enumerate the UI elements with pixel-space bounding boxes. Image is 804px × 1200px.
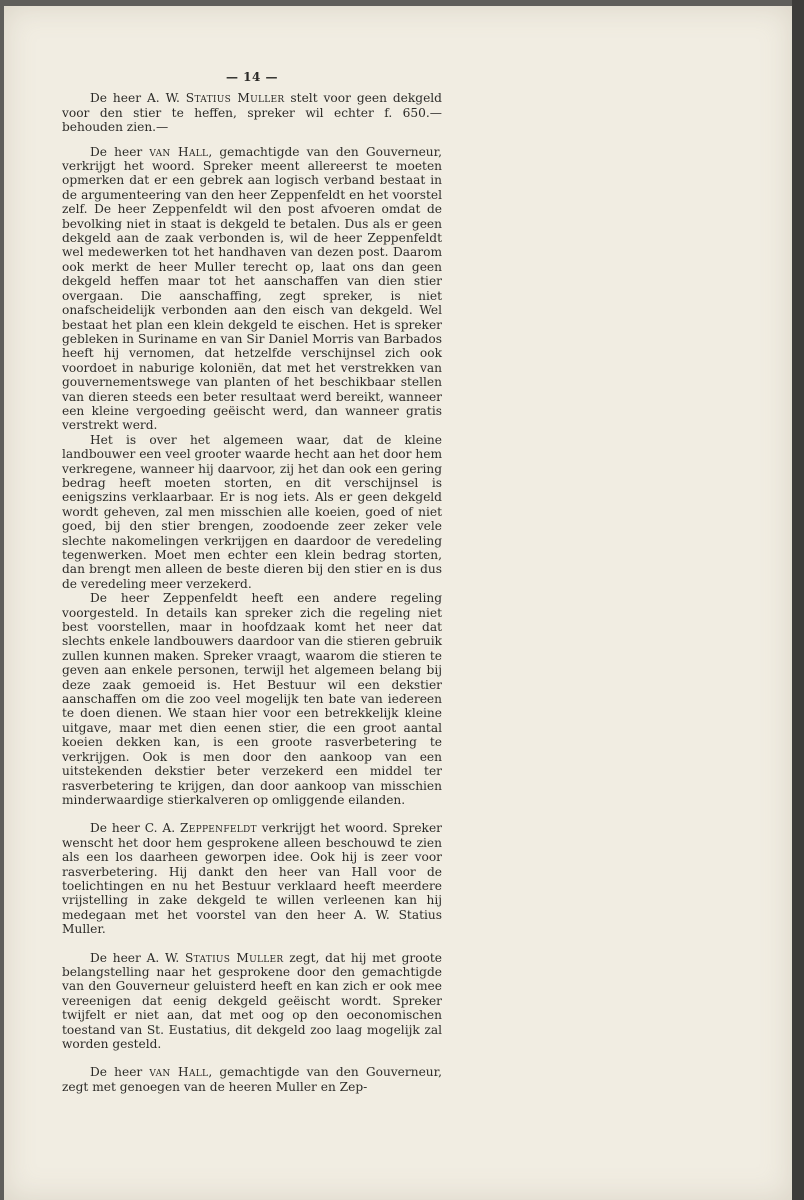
- paragraph-zeppenfeldt: [62, 821, 442, 936]
- para-pre: De heer C. A.: [90, 821, 180, 836]
- paragraph-van-hall-1: [62, 145, 442, 433]
- speaker-name: Statius Muller: [185, 91, 285, 106]
- speaker-name: Statius Muller: [185, 950, 284, 965]
- text-column: [62, 70, 442, 1094]
- paragraph-regeling: [62, 591, 442, 807]
- para-pre: De heer A. W.: [90, 950, 185, 965]
- para-pre: De heer: [90, 1065, 150, 1080]
- paragraph-landbouwer: [62, 433, 442, 591]
- para-body: , gemachtigde van den Gouverneur, zegt met genoegen van de heeren Muller en Zep-: [62, 1065, 442, 1094]
- paragraph-statius-muller-1: [62, 91, 442, 134]
- para-body: Het is over het algemeen waar, dat de kleine landbouwer een veel grooter waarde hecht aan het door hem verkregene, wanneer hij daarvoor, zij het dan ook een gering bedrag heeft moeten storten, en dit verschijnsel is eenigszins verklaarbaar. Er is nog iets. Als er geen dekgeld wordt geheven, zal men misschien alle koeien, goed of niet goed, bij den stier brengen, zoodoende zeer zeker vele slechte nakomelingen verkrijgen en daardoor de veredeling tegenwerken. Moet men echter een klein bedrag storten, dan brengt men alleen de beste dieren bij den stier en is dus de veredeling meer verzekerd.: [62, 432, 442, 591]
- para-body: verkrijgt het woord. Spreker wenscht het door hem gesprokene alleen beschouwd te zien als een los daarheen geworpen idee. Ook hij is zeer voor rasverbetering. Hij dankt den heer van Hall voor de toelichtingen en nu het Bestuur verklaard heeft meerdere vrijstelling in zake dekgeld te willen verleenen kan hij medegaan met het voorstel van den heer A. W. Statius Muller.: [62, 821, 442, 937]
- para-pre: De heer: [90, 144, 150, 159]
- speaker-name: van Hall: [149, 144, 209, 159]
- para-body: De heer Zeppenfeldt heeft een andere regeling voorgesteld. In details kan spreker zich die regeling niet best voorstellen, maar in hoofdzaak komt het neer dat slechts enkele landbouwers daardoor van die stieren gebruik zullen kunnen maken. Spreker vraagt, waarom die stieren te geven aan enkele personen, terwijl het algemeen belang bij deze zaak gemoeid is. Het Bestuur wil een dekstier aanschaffen om die zoo veel mogelijk ten bate van iedereen te doen dienen. We staan hier voor een betrekkelijk kleine uitgave, maar met dien eenen stier, die een groot aantal koeien dekken kan, is een groote rasverbetering te verkrijgen. Ook is men door den aankoop van een uitstekenden dekstier beter verzekerd een middel ter rasverbetering te krijgen, dan door aankoop van misschien minderwaardige stierkalveren op omliggende eilanden.: [62, 591, 442, 807]
- speaker-name: van Hall: [149, 1065, 209, 1080]
- paragraph-statius-muller-2: [62, 951, 442, 1052]
- para-pre: De heer A. W.: [90, 91, 186, 106]
- page-number: — 14 —: [225, 70, 279, 84]
- para-body: stelt voor geen dekgeld voor den stier te heffen, spreker wil echter f. 650.— behouden zien.—: [62, 91, 442, 135]
- page-edge-shadow: [792, 0, 804, 1200]
- para-body: , gemachtigde van den Gouverneur, verkrijgt het woord. Spreker meent allereerst te moeten opmerken dat er een gebrek aan logisch verband bestaat in de argumenteering van den heer Zeppenfeldt en het voorstel zelf. De heer Zeppenfeldt wil den post afvoeren omdat de bevolking niet in staat is dekgeld te betalen. Dus als er geen dekgeld aan de zaak verbonden is, wil de heer Zeppenfeldt wel medewerken tot het handhaven van dezen post. Daarom ook merkt de heer Muller terecht op, laat ons dan geen dekgeld heffen maar tot het aanschaffen van dien stier overgaan. Die aanschaffing, zegt spreker, is niet onafscheidelijk verbonden aan den eisch van dekgeld. Wel bestaat het plan een klein dekgeld te eischen. Het is spreker gebleken in Suriname en van Sir Daniel Morris van Barbados heeft hij vernomen, dat hetzelfde verschijnsel zich ook voordoet in naburige koloniën, dat met het verstrekken van gouvernementswege van planten of het beschikbaar stellen van dieren steeds een beter resultaat werd bereikt, wanneer een kleine vergoeding geëischt werd, dan wanneer gratis verstrekt werd.: [62, 144, 442, 433]
- para-body: zegt, dat hij met groote belangstelling naar het gesprokene door den gemachtigde van den Gouverneur geluisterd heeft en kan zich er ook mee vereenigen dat eenig dekgeld geëischt wordt. Spreker twijfelt er niet aan, dat met oog op den oeconomischen toestand van St. Eustatius, dit dekgeld zoo laag mogelijk zal worden gesteld.: [62, 950, 442, 1051]
- speaker-name: Zeppenfeldt: [179, 821, 257, 836]
- paragraph-van-hall-2: [62, 1065, 442, 1094]
